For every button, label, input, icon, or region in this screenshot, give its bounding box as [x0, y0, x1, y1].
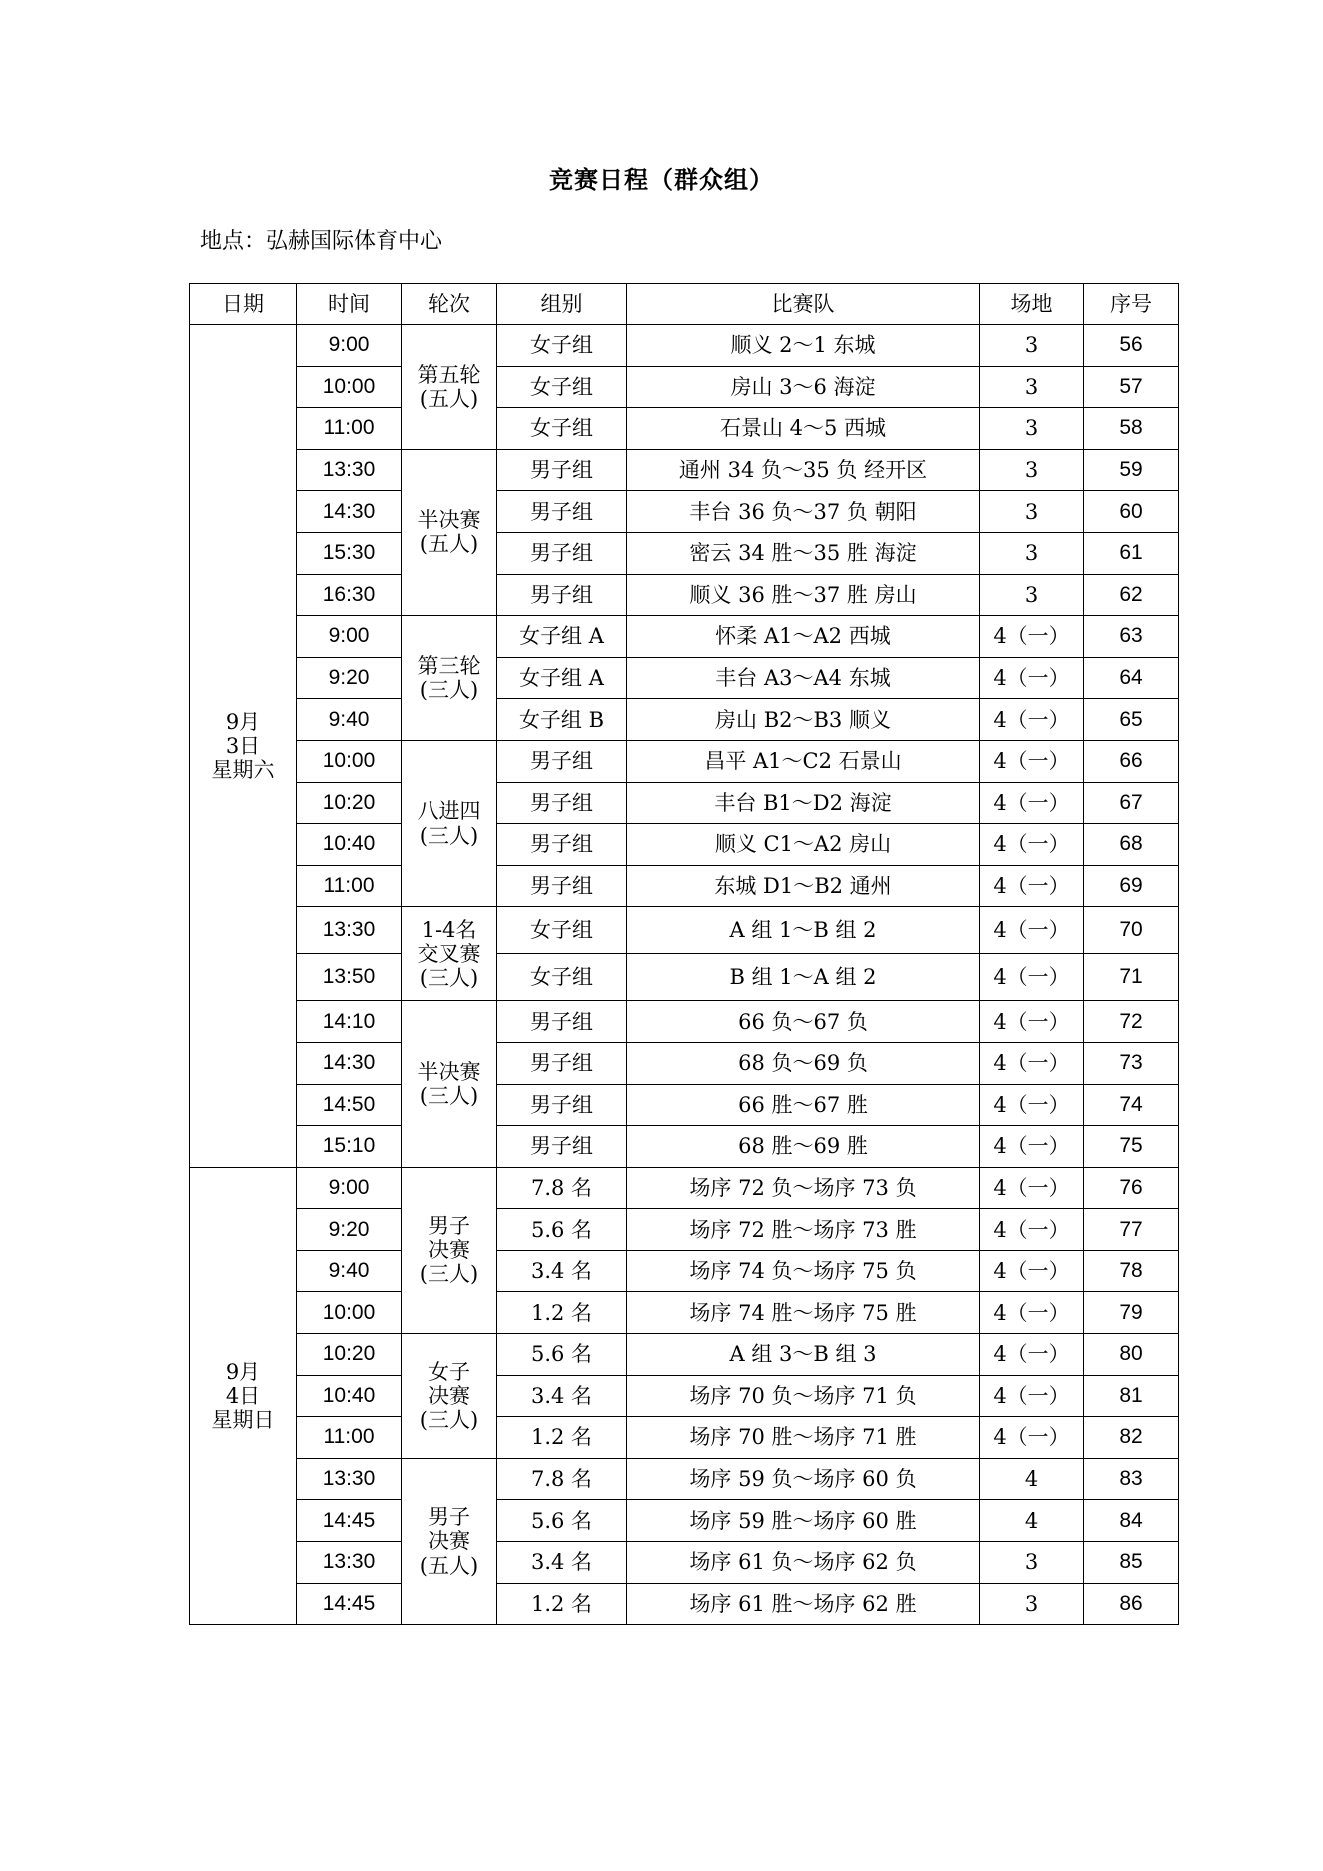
teams-cell: 丰台 36 负～37 负 朝阳 — [627, 491, 980, 533]
group-cell: 女子组 — [497, 408, 627, 450]
teams-cell: A 组 1～B 组 2 — [627, 907, 980, 954]
teams-cell: 顺义 2～1 东城 — [627, 325, 980, 367]
field-cell: 4（一） — [980, 907, 1084, 954]
field-cell: 4（一） — [980, 1001, 1084, 1043]
round-cell — [402, 1167, 497, 1333]
group-cell: 5.6 名 — [497, 1334, 627, 1376]
time-cell: 9:20 — [297, 1209, 402, 1251]
field-cell: 3 — [980, 408, 1084, 450]
match-number-cell: 77 — [1084, 1209, 1179, 1251]
time-cell: 10:20 — [297, 1334, 402, 1376]
time-cell: 14:45 — [297, 1500, 402, 1542]
table-row — [190, 824, 1179, 866]
teams-cell: 场序 72 负～场序 73 负 — [627, 1167, 980, 1209]
match-number-cell: 78 — [1084, 1250, 1179, 1292]
match-number-cell: 83 — [1084, 1458, 1179, 1500]
match-number-cell: 66 — [1084, 740, 1179, 782]
table-row — [190, 449, 1179, 491]
table-row — [190, 865, 1179, 907]
table-row — [190, 1084, 1179, 1126]
group-cell: 男子组 — [497, 824, 627, 866]
teams-cell: 石景山 4～5 西城 — [627, 408, 980, 450]
time-cell: 9:00 — [297, 325, 402, 367]
header-date: 日期 — [190, 284, 297, 325]
group-cell: 男子组 — [497, 491, 627, 533]
time-cell: 13:30 — [297, 449, 402, 491]
time-cell: 13:30 — [297, 1458, 402, 1500]
round-cell — [402, 1458, 497, 1624]
date-cell — [190, 1167, 297, 1625]
header-teams: 比赛队 — [627, 284, 980, 325]
field-cell: 4（一） — [980, 824, 1084, 866]
teams-cell: 东城 D1～B2 通州 — [627, 865, 980, 907]
round-line: 半决赛 — [417, 1059, 481, 1084]
field-cell: 4 — [980, 1500, 1084, 1542]
header-number: 序号 — [1084, 284, 1179, 325]
match-number-cell: 72 — [1084, 1001, 1179, 1043]
teams-cell: 密云 34 胜～35 胜 海淀 — [627, 532, 980, 574]
round-cell — [402, 449, 497, 615]
table-row — [190, 1334, 1179, 1376]
teams-cell: 场序 70 负～场序 71 负 — [627, 1375, 980, 1417]
teams-cell: 通州 34 负～35 负 经开区 — [627, 449, 980, 491]
field-cell: 4（一） — [980, 1126, 1084, 1168]
round-line: (三人) — [419, 823, 479, 848]
teams-cell: 66 胜～67 胜 — [627, 1084, 980, 1126]
table-row — [190, 1167, 1179, 1209]
table-row — [190, 1375, 1179, 1417]
group-cell: 7.8 名 — [497, 1458, 627, 1500]
table-row — [190, 325, 1179, 367]
group-cell: 1.2 名 — [497, 1292, 627, 1334]
time-cell: 14:10 — [297, 1001, 402, 1043]
match-number-cell: 56 — [1084, 325, 1179, 367]
match-number-cell: 65 — [1084, 699, 1179, 741]
table-row — [190, 657, 1179, 699]
table-row — [190, 1583, 1179, 1625]
date-day: 4日 — [225, 1383, 261, 1408]
field-cell: 4（一） — [980, 657, 1084, 699]
group-cell: 男子组 — [497, 740, 627, 782]
round-cell — [402, 907, 497, 1001]
group-cell: 5.6 名 — [497, 1500, 627, 1542]
field-cell: 4 — [980, 1458, 1084, 1500]
date-weekday: 星期日 — [211, 1408, 275, 1433]
header-field: 场地 — [980, 284, 1084, 325]
teams-cell: 丰台 A3～A4 东城 — [627, 657, 980, 699]
group-cell: 1.2 名 — [497, 1583, 627, 1625]
round-line: (五人) — [419, 386, 479, 411]
group-cell: 女子组 — [497, 325, 627, 367]
time-cell: 15:10 — [297, 1126, 402, 1168]
match-number-cell: 68 — [1084, 824, 1179, 866]
match-number-cell: 75 — [1084, 1126, 1179, 1168]
teams-cell: 房山 3～6 海淀 — [627, 366, 980, 408]
field-cell: 3 — [980, 325, 1084, 367]
teams-cell: B 组 1～A 组 2 — [627, 954, 980, 1001]
group-cell: 3.4 名 — [497, 1375, 627, 1417]
time-cell: 16:30 — [297, 574, 402, 616]
teams-cell: 怀柔 A1～A2 西城 — [627, 616, 980, 658]
field-cell: 4（一） — [980, 865, 1084, 907]
group-cell: 3.4 名 — [497, 1542, 627, 1584]
round-line: (三人) — [419, 965, 479, 990]
group-cell: 1.2 名 — [497, 1417, 627, 1459]
time-cell: 14:30 — [297, 1042, 402, 1084]
group-cell: 女子组 A — [497, 616, 627, 658]
field-cell: 3 — [980, 574, 1084, 616]
table-row — [190, 1292, 1179, 1334]
field-cell: 4（一） — [980, 740, 1084, 782]
match-number-cell: 58 — [1084, 408, 1179, 450]
table-row — [190, 1209, 1179, 1251]
group-cell: 男子组 — [497, 1126, 627, 1168]
match-number-cell: 70 — [1084, 907, 1179, 954]
table-row — [190, 1500, 1179, 1542]
round-cell — [402, 325, 497, 450]
schedule-table — [189, 283, 1179, 1625]
field-cell: 4（一） — [980, 1209, 1084, 1251]
match-number-cell: 69 — [1084, 865, 1179, 907]
teams-cell: 场序 74 负～场序 75 负 — [627, 1250, 980, 1292]
group-cell: 5.6 名 — [497, 1209, 627, 1251]
teams-cell: 顺义 36 胜～37 胜 房山 — [627, 574, 980, 616]
time-cell: 13:50 — [297, 954, 402, 1001]
match-number-cell: 76 — [1084, 1167, 1179, 1209]
round-line: (三人) — [419, 678, 479, 703]
field-cell: 3 — [980, 491, 1084, 533]
time-cell: 10:00 — [297, 740, 402, 782]
field-cell: 3 — [980, 1583, 1084, 1625]
match-number-cell: 73 — [1084, 1042, 1179, 1084]
table-header-row — [190, 284, 1179, 325]
group-cell: 男子组 — [497, 865, 627, 907]
teams-cell: 场序 72 胜～场序 73 胜 — [627, 1209, 980, 1251]
teams-cell: 丰台 B1～D2 海淀 — [627, 782, 980, 824]
round-line: 半决赛 — [417, 508, 481, 533]
match-number-cell: 86 — [1084, 1583, 1179, 1625]
field-cell: 4（一） — [980, 1375, 1084, 1417]
match-number-cell: 71 — [1084, 954, 1179, 1001]
time-cell: 9:40 — [297, 699, 402, 741]
time-cell: 9:40 — [297, 1250, 402, 1292]
table-row — [190, 1542, 1179, 1584]
field-cell: 3 — [980, 532, 1084, 574]
venue-label: 地点：弘赫国际体育中心 — [200, 229, 443, 254]
match-number-cell: 63 — [1084, 616, 1179, 658]
date-cell — [190, 325, 297, 1168]
match-number-cell: 60 — [1084, 491, 1179, 533]
table-row — [190, 366, 1179, 408]
group-cell: 3.4 名 — [497, 1250, 627, 1292]
teams-cell: 场序 61 负～场序 62 负 — [627, 1542, 980, 1584]
group-cell: 男子组 — [497, 1042, 627, 1084]
table-row — [190, 907, 1179, 954]
teams-cell: 昌平 A1～C2 石景山 — [627, 740, 980, 782]
table-row — [190, 532, 1179, 574]
time-cell: 13:30 — [297, 1542, 402, 1584]
group-cell: 女子组 — [497, 954, 627, 1001]
time-cell: 11:00 — [297, 1417, 402, 1459]
match-number-cell: 81 — [1084, 1375, 1179, 1417]
match-number-cell: 57 — [1084, 366, 1179, 408]
round-line: 决赛 — [428, 1383, 470, 1408]
round-line: 交叉赛 — [417, 941, 481, 966]
match-number-cell: 61 — [1084, 532, 1179, 574]
group-cell: 女子组 A — [497, 657, 627, 699]
group-cell: 男子组 — [497, 1001, 627, 1043]
time-cell: 13:30 — [297, 907, 402, 954]
table-row — [190, 1458, 1179, 1500]
round-line: 1-4名 — [421, 917, 477, 942]
header-time: 时间 — [297, 284, 402, 325]
round-cell — [402, 1334, 497, 1459]
field-cell: 4（一） — [980, 1084, 1084, 1126]
match-number-cell: 85 — [1084, 1542, 1179, 1584]
field-cell: 3 — [980, 449, 1084, 491]
table-row — [190, 699, 1179, 741]
group-cell: 男子组 — [497, 782, 627, 824]
match-number-cell: 64 — [1084, 657, 1179, 699]
group-cell: 女子组 — [497, 366, 627, 408]
round-cell — [402, 1001, 497, 1167]
time-cell: 10:40 — [297, 824, 402, 866]
time-cell: 15:30 — [297, 532, 402, 574]
teams-cell: 顺义 C1～A2 房山 — [627, 824, 980, 866]
teams-cell: A 组 3～B 组 3 — [627, 1334, 980, 1376]
field-cell: 3 — [980, 366, 1084, 408]
field-cell: 4（一） — [980, 1417, 1084, 1459]
time-cell: 11:00 — [297, 408, 402, 450]
time-cell: 14:30 — [297, 491, 402, 533]
teams-cell: 房山 B2～B3 顺义 — [627, 699, 980, 741]
round-line: 男子 — [428, 1214, 470, 1239]
header-group: 组别 — [497, 284, 627, 325]
date-month: 9月 — [225, 1359, 261, 1384]
table-row — [190, 954, 1179, 1001]
field-cell: 4（一） — [980, 782, 1084, 824]
time-cell: 11:00 — [297, 865, 402, 907]
round-line: (五人) — [419, 532, 479, 557]
match-number-cell: 67 — [1084, 782, 1179, 824]
match-number-cell: 84 — [1084, 1500, 1179, 1542]
time-cell: 9:00 — [297, 1167, 402, 1209]
field-cell: 4（一） — [980, 954, 1084, 1001]
group-cell: 男子组 — [497, 449, 627, 491]
table-row — [190, 1250, 1179, 1292]
round-line: (三人) — [419, 1262, 479, 1287]
round-line: 决赛 — [428, 1238, 470, 1263]
time-cell: 9:20 — [297, 657, 402, 699]
teams-cell: 场序 70 胜～场序 71 胜 — [627, 1417, 980, 1459]
field-cell: 4（一） — [980, 1167, 1084, 1209]
match-number-cell: 74 — [1084, 1084, 1179, 1126]
date-day: 3日 — [225, 733, 261, 758]
teams-cell: 66 负～67 负 — [627, 1001, 980, 1043]
round-line: 决赛 — [428, 1529, 470, 1554]
round-line: 第三轮 — [417, 653, 481, 678]
time-cell: 10:20 — [297, 782, 402, 824]
header-round: 轮次 — [402, 284, 497, 325]
group-cell: 女子组 B — [497, 699, 627, 741]
field-cell: 4（一） — [980, 616, 1084, 658]
field-cell: 3 — [980, 1542, 1084, 1584]
table-row — [190, 1417, 1179, 1459]
table-row — [190, 782, 1179, 824]
date-weekday: 星期六 — [211, 757, 275, 782]
page-title: 竞赛日程（群众组） — [549, 166, 774, 194]
match-number-cell: 82 — [1084, 1417, 1179, 1459]
round-cell — [402, 616, 497, 741]
table-row — [190, 1126, 1179, 1168]
table-row — [190, 616, 1179, 658]
time-cell: 10:00 — [297, 1292, 402, 1334]
time-cell: 14:50 — [297, 1084, 402, 1126]
round-line: 八进四 — [417, 799, 481, 824]
round-line: (三人) — [419, 1084, 479, 1108]
field-cell: 4（一） — [980, 1334, 1084, 1376]
table-row — [190, 1001, 1179, 1043]
group-cell: 女子组 — [497, 907, 627, 954]
teams-cell: 场序 59 胜～场序 60 胜 — [627, 1500, 980, 1542]
table-row — [190, 491, 1179, 533]
round-line: (三人) — [419, 1408, 479, 1433]
group-cell: 男子组 — [497, 1084, 627, 1126]
teams-cell: 场序 74 胜～场序 75 胜 — [627, 1292, 980, 1334]
time-cell: 10:00 — [297, 366, 402, 408]
field-cell: 4（一） — [980, 1250, 1084, 1292]
teams-cell: 68 胜～69 胜 — [627, 1126, 980, 1168]
match-number-cell: 62 — [1084, 574, 1179, 616]
field-cell: 4（一） — [980, 1042, 1084, 1084]
field-cell: 4（一） — [980, 699, 1084, 741]
group-cell: 7.8 名 — [497, 1167, 627, 1209]
round-line: 第五轮 — [417, 362, 481, 387]
teams-cell: 68 负～69 负 — [627, 1042, 980, 1084]
round-line: (五人) — [419, 1553, 479, 1578]
field-cell: 4（一） — [980, 1292, 1084, 1334]
match-number-cell: 79 — [1084, 1292, 1179, 1334]
table-row — [190, 408, 1179, 450]
teams-cell: 场序 61 胜～场序 62 胜 — [627, 1583, 980, 1625]
match-number-cell: 59 — [1084, 449, 1179, 491]
table-row — [190, 1042, 1179, 1084]
time-cell: 10:40 — [297, 1375, 402, 1417]
date-month: 9月 — [225, 709, 261, 734]
match-number-cell: 80 — [1084, 1334, 1179, 1376]
round-cell — [402, 740, 497, 906]
teams-cell: 场序 59 负～场序 60 负 — [627, 1458, 980, 1500]
round-line: 男子 — [428, 1505, 470, 1530]
group-cell: 男子组 — [497, 574, 627, 616]
group-cell: 男子组 — [497, 532, 627, 574]
time-cell: 14:45 — [297, 1583, 402, 1625]
round-line: 女子 — [428, 1359, 470, 1384]
time-cell: 9:00 — [297, 616, 402, 658]
table-row — [190, 574, 1179, 616]
table-row — [190, 740, 1179, 782]
